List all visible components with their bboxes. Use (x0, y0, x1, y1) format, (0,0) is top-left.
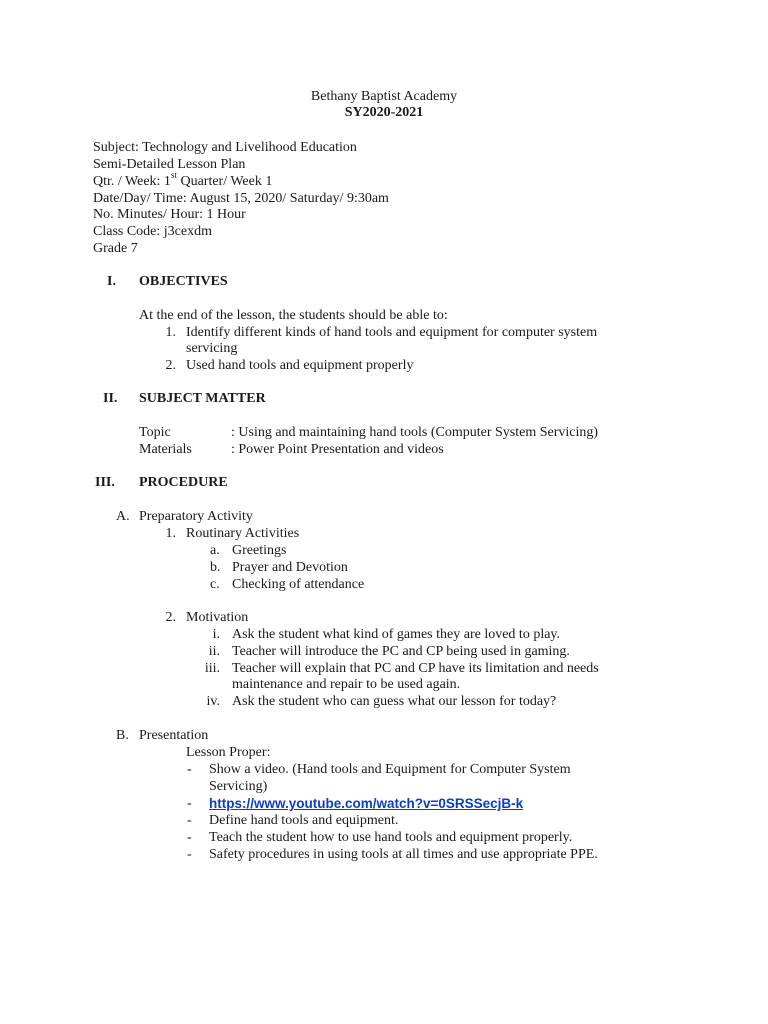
objectives-heading: OBJECTIVES (139, 274, 228, 289)
topic-label: Topic (139, 425, 171, 440)
motivation-roman: i. (212, 627, 220, 642)
motivation-item: Ask the student what kind of games they are loved to play. (232, 627, 561, 642)
motivation-item: Ask the student who can guess what our lesson for today? (232, 694, 557, 709)
materials-value: : Power Point Presentation and videos (231, 442, 444, 457)
motivation-item: Teacher will introduce the PC and CP being used in gaming. (232, 644, 570, 659)
presentation-item: Teach the student how to use hand tools and equipment properly. (209, 830, 573, 845)
subject-matter-numeral: II. (103, 391, 118, 406)
procedure-numeral: III. (95, 475, 115, 490)
motivation-number: 2. (165, 610, 176, 625)
routine-item: Checking of attendance (232, 577, 365, 592)
materials-label: Materials (139, 442, 192, 457)
presentation-item-continued: Servicing) (209, 779, 268, 794)
quarter-week-line (93, 170, 273, 190)
bullet-dash: - (187, 847, 192, 862)
topic-value: : Using and maintaining hand tools (Computer System Servicing) (231, 425, 599, 440)
bullet-dash: - (187, 796, 192, 811)
objective-item: Identify different kinds of hand tools and equipment for computer system (186, 325, 598, 340)
objective-number: 1. (165, 325, 176, 340)
plan-type-line: Semi-Detailed Lesson Plan (93, 157, 246, 172)
presentation-item: Safety procedures in using tools at all times and use appropriate PPE. (209, 847, 598, 862)
quarter-prefix: Qtr. / Week: 1 (93, 174, 171, 189)
objective-item: Used hand tools and equipment properly (186, 358, 414, 373)
objective-item-continued: servicing (186, 341, 238, 356)
objectives-numeral: I. (107, 274, 116, 289)
grade-line: Grade 7 (93, 241, 138, 256)
class-code-line: Class Code: j3cexdm (93, 224, 212, 239)
presentation-item: Show a video. (Hand tools and Equipment for Computer System (209, 762, 571, 777)
routine-title: Routinary Activities (186, 526, 300, 541)
bullet-dash: - (187, 762, 192, 777)
objective-number: 2. (165, 358, 176, 373)
quarter-superscript: st (170, 170, 177, 181)
bullet-dash: - (187, 813, 192, 828)
lesson-proper-label: Lesson Proper: (186, 745, 271, 760)
motivation-item-continued: maintenance and repair to be used again. (232, 677, 461, 692)
section-b-letter: B. (116, 728, 129, 743)
minutes-line: No. Minutes/ Hour: 1 Hour (93, 207, 246, 222)
youtube-video-link[interactable]: https://www.youtube.com/watch?v=0SRSSecjB-k (209, 796, 524, 811)
subject-matter-heading: SUBJECT MATTER (139, 391, 266, 406)
motivation-roman: ii. (208, 644, 220, 659)
routine-item: Greetings (232, 543, 287, 558)
date-line: Date/Day/ Time: August 15, 2020/ Saturday/ 9:30am (93, 191, 389, 206)
subject-line: Subject: Technology and Livelihood Education (93, 140, 357, 155)
routine-item: Prayer and Devotion (232, 560, 348, 575)
section-a-letter: A. (116, 509, 130, 524)
section-b-title: Presentation (139, 728, 209, 743)
presentation-item: Define hand tools and equipment. (209, 813, 399, 828)
procedure-heading: PROCEDURE (139, 475, 228, 490)
school-name: Bethany Baptist Academy (310, 89, 458, 104)
bullet-dash: - (187, 830, 192, 845)
quarter-suffix: Quarter/ Week 1 (176, 174, 273, 189)
routine-letter: a. (210, 543, 220, 558)
motivation-item: Teacher will explain that PC and CP have its limitation and needs (232, 661, 599, 676)
objectives-intro: At the end of the lesson, the students should be able to: (139, 308, 448, 323)
routine-letter: b. (210, 560, 221, 575)
motivation-roman: iv. (206, 694, 220, 709)
motivation-title: Motivation (186, 610, 249, 625)
school-year: SY2020-2021 (344, 105, 424, 120)
routine-number: 1. (165, 526, 176, 541)
routine-letter: c. (210, 577, 220, 592)
section-a-title: Preparatory Activity (139, 509, 253, 524)
motivation-roman: iii. (204, 661, 220, 676)
